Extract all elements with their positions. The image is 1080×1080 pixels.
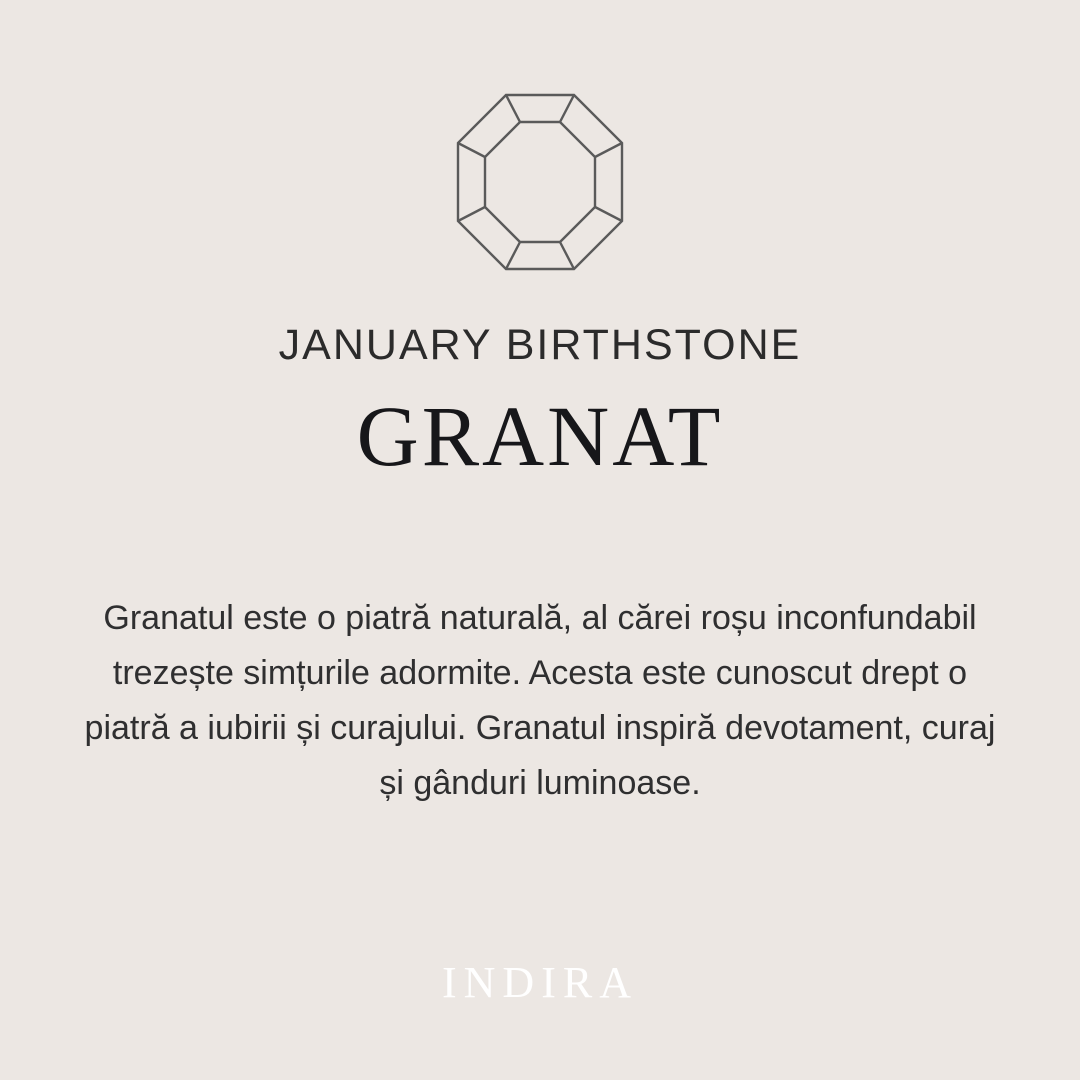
page-title: GRANAT [356,388,724,484]
description-text: Granatul este o piatră naturală, al cărei roșu inconfundabil trezește simțurile adormite. Acesta este cunoscut drept o piatră a iubirii și curajului. Granatul inspiră devotament, curaj și gânduri luminoase. [84,599,996,803]
eyebrow-label: JANUARY BIRTHSTONE [278,321,802,369]
brand-logo: INDIRA [442,958,638,1007]
octagon-gemstone-icon [450,92,630,272]
